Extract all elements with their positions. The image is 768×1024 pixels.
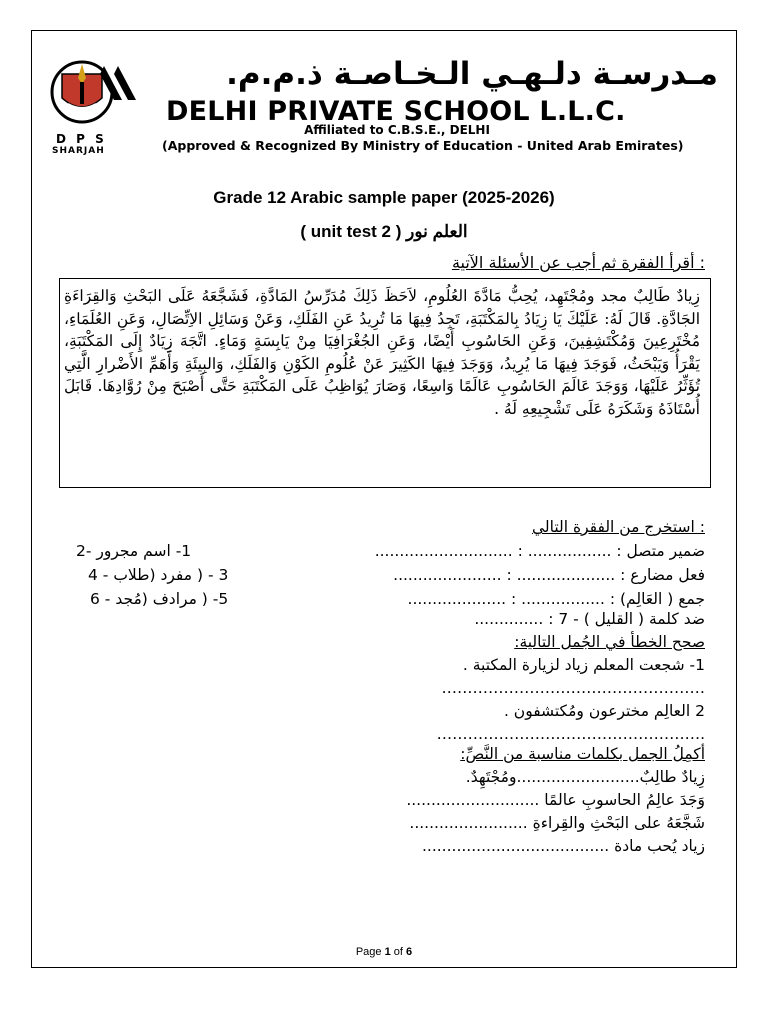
extract-row-1-left: 1- اسم مجرور -2 — [76, 542, 192, 560]
approval-text: (Approved & Recognized By Ministry of Education - United Arab Emirates) — [162, 138, 684, 153]
extract-row-2-right: فعل مضارع : .................... : ...................... — [393, 566, 705, 584]
extract-row-1-right: ضمير متصل : ................. : ............................ — [374, 542, 705, 560]
correct-heading: صحح الخطأ في الجُمل التالية: — [514, 633, 705, 651]
correct-answer-line-2: ……………………………………………. — [436, 725, 705, 743]
extract-row-2-left: 3 - ( مفرد (طلاب - 4 — [88, 566, 229, 584]
subtitle-arabic: العلم نور — [406, 222, 468, 241]
logo-top-text: D P S — [56, 132, 107, 146]
footer-page-word: Page — [355, 946, 382, 958]
extract-row-4-right: ضد كلمة ( القليل ) - 7 : .............. — [474, 610, 705, 628]
complete-item-2: وَجَدَ عالِمُ الحاسوبِ عالمًا ........................... — [406, 791, 705, 809]
extract-row-3-right: جمع ( العَالِم) : ................. : .................... — [407, 590, 705, 608]
footer-page-total: 6 — [406, 946, 413, 958]
complete-item-1: زِيادٌ طالِبٌ.........................ومُجْتَهِدٌ. — [465, 768, 705, 786]
footer-of-word: of — [393, 946, 403, 958]
school-name-english: DELHI PRIVATE SCHOOL L.L.C. — [166, 96, 626, 127]
page-footer — [0, 946, 768, 958]
correct-item-1: 1- شجعت المعلم زياد لزيارة المكتبة . — [462, 656, 705, 674]
school-logo — [42, 54, 154, 158]
complete-item-4: زياد يُحب مادة ...................................... — [421, 837, 705, 855]
paper-subtitle — [0, 222, 768, 242]
extract-row-3-left: 5- ( مرادف (مُجد - 6 — [90, 590, 229, 608]
complete-heading: أكمِلُ الجمل بكلمات مناسبة من النَّصِّ: — [460, 745, 705, 763]
extract-heading: : استخرج من الفقرة التالي — [531, 518, 705, 536]
complete-item-3: شَجَّعَهُ على البَحْثِ والقِراءةِ ........................ — [409, 814, 705, 832]
reading-passage: زِيادٌ طَالِبٌ مجد ومُجْتَهِد، يُحِبُّ مَادَّةَ العُلُومِ، لاَحَظَ ذَلِكَ مُدَرِّسُ المَادَّةِ، فَشَجَّعَهُ عَلَى البَحْثِ وَالقِرَاءَةِ الجَادَّةِ. قَالَ لَهُ: عَلَيْكَ يَا زِيَادُ بِالمَكْتَبَةِ، تَجِدُ فِيهَا مَا تُرِيدُ عَنِ الفَلَكِ، وَعَنْ وَسَائِلِ الاِتِّصَالِ، وَعَنِ العُلَمَاءِ، مُخْتَرِعِينَ وَمُكْتَشِفِينَ، وَعَنِ الحَاسُوبِ أَيْضًا، وَعَنِ الجُغْرَافِيَا مِنْ يَابِسَةٍ وَمَاءٍ. اتَّجَهَ زِيَادٌ إِلَى المَكْتَبَةِ، يَقْرَأُ وَيَبْحَثُ، فَوَجَدَ فِيهَا مَا يُرِيدُ، وَوَجَدَ فِيهَا الكَثِيرَ عَنْ عُلُومِ الكَوْنِ وَالفَلَكِ، وَالبِيئَةِ وَأَهَمِّ الأَضْرارِ الَّتِي تُؤَثِّرُ عَلَيْهَا، وَوَجَدَ عَالَمَ الحَاسُوبِ عَالَمًا وَاسِعًا، وَصَارَ يُوَاظِبُ عَلَى المَكْتَبَةِ حَتَّى أَصْبَحَ مِنْ رُوَّادِهَا. قَابَلَ أُسْتَاذَهُ وَشَكَرَهُ عَلَى تَشْجِيعِهِ لَهُ . — [64, 287, 700, 418]
correct-answer-line-1: …………………………………………… — [441, 679, 705, 697]
footer-page-number: 1 — [384, 946, 391, 958]
paper-title: Grade 12 Arabic sample paper (2025-2026) — [213, 188, 555, 207]
logo-bottom-text: SHARJAH — [52, 146, 105, 156]
subtitle-english: ( unit test 2 ) — [300, 222, 402, 241]
reading-instruction: : أقرأ الفقرة ثم أجب عن الأسئلة الآتية — [451, 253, 705, 272]
affiliation-text: Affiliated to C.B.S.E., DELHI — [304, 123, 490, 137]
school-name-arabic: مـدرسـة دلـهـي الـخـاصـة ذ.م.م. — [226, 56, 718, 92]
correct-item-2: 2 العالِم مخترعون ومُكتشفون . — [503, 702, 705, 720]
